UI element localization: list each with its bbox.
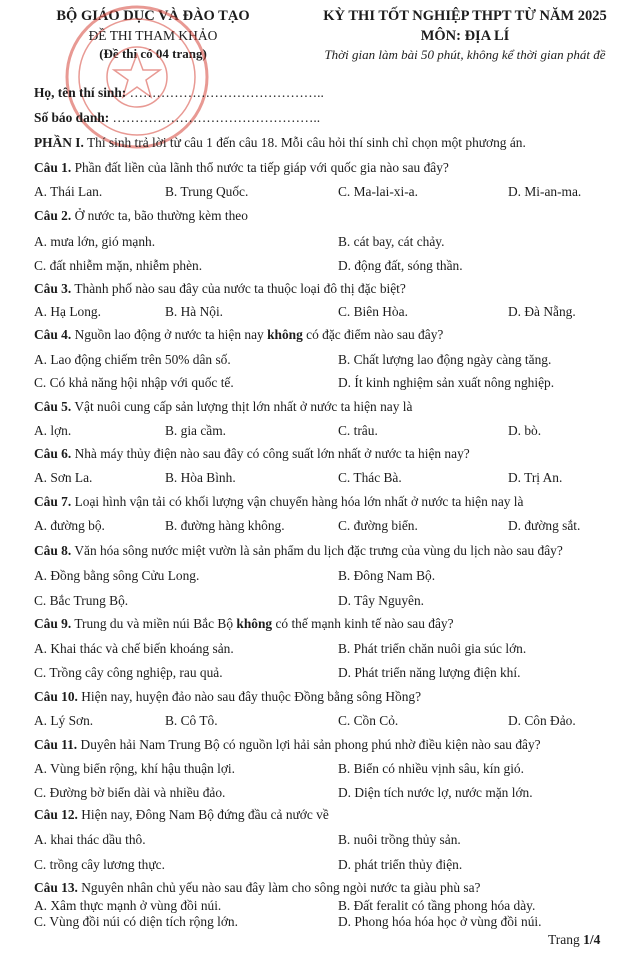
answer-option-d: D. động đất, sóng thần.: [338, 258, 463, 273]
answer-option-c: C. Trồng cây công nghiệp, rau quả.: [34, 665, 223, 680]
question-text: Hiện nay, huyện đảo nào sau đây thuộc Đồng bằng sông Hồng?: [77, 689, 422, 704]
answer-option-c: C. Biên Hòa.: [338, 304, 408, 319]
answer-option-b: B. đường hàng không.: [165, 518, 285, 533]
answer-option-d: D. Mi-an-ma.: [508, 184, 582, 199]
answer-option-b: B. Trung Quốc.: [165, 184, 249, 199]
question-stem: [34, 446, 470, 462]
question-stem: [34, 543, 563, 559]
page-count-note: (Đề thi có 04 trang): [99, 46, 207, 61]
exam-title: KỲ THI TỐT NGHIỆP THPT TỪ NĂM 2025: [323, 8, 607, 24]
answer-option-c: C. đường biển.: [338, 518, 418, 533]
answer-option-a: A. Hạ Long.: [34, 304, 101, 319]
question-label: Câu 2.: [34, 208, 72, 223]
candidate-name-label: Họ, tên thí sinh:: [34, 85, 127, 100]
question-emphasis: không: [236, 616, 273, 631]
question-label: Câu 13.: [34, 880, 78, 895]
question-text: Vật nuôi cung cấp sản lượng thịt lớn nhất ở nước ta hiện nay là: [71, 399, 413, 414]
question-label: Câu 9.: [34, 616, 72, 631]
question-text: Nguồn lao động ở nước ta hiện nay: [71, 327, 268, 342]
question-label: Câu 3.: [34, 281, 72, 296]
time-note: Thời gian làm bài 50 phút, không kể thời gian phát đề: [324, 47, 606, 62]
question-label: Câu 5.: [34, 399, 72, 414]
question-text: Ở nước ta, bão thường kèm theo: [71, 208, 248, 223]
answer-option-d: D. Tây Nguyên.: [338, 593, 425, 608]
page-prefix: Trang: [548, 932, 584, 947]
candidate-id-label: Số báo danh:: [34, 110, 110, 125]
answer-option-c: C. Vùng đồi núi có diện tích rộng lớn.: [34, 914, 238, 929]
question-text: Trung du và miền núi Bắc Bộ: [71, 616, 237, 631]
question-label: Câu 11.: [34, 737, 78, 752]
ministry-name: BỘ GIÁO DỤC VÀ ĐÀO TẠO: [56, 8, 250, 24]
question-text: Nhà máy thủy điện nào sau đây có công suất lớn nhất ở nước ta hiện nay?: [71, 446, 470, 461]
candidate-name-field: [34, 85, 324, 101]
answer-option-a: A. Lý Sơn.: [34, 713, 94, 728]
answer-option-a: A. Đồng bằng sông Cửu Long.: [34, 568, 200, 583]
question-text: Hiện nay, Đông Nam Bộ đứng đầu cả nước về: [77, 807, 329, 822]
page-footer: [548, 932, 600, 948]
official-stamp-icon: [62, 2, 212, 152]
question-label: Câu 1.: [34, 160, 72, 175]
question-label: Câu 4.: [34, 327, 72, 342]
answer-option-b: B. Đông Nam Bộ.: [338, 568, 436, 583]
answer-option-c: C. Bắc Trung Bộ.: [34, 593, 129, 608]
candidate-name-dots: ……………………………………..: [129, 85, 324, 100]
candidate-id-field: [34, 110, 320, 126]
question-text: Duyên hải Nam Trung Bộ có nguồn lợi hải sản phong phú nhờ điều kiện nào sau đây?: [77, 737, 541, 752]
question-text: Loại hình vận tải có khối lượng vận chuyển hàng hóa lớn nhất ở nước ta hiện nay là: [71, 494, 524, 509]
question-stem: [34, 737, 541, 753]
answer-option-b: B. Hà Nội.: [165, 304, 224, 319]
page-number: 1/4: [583, 932, 601, 947]
question-stem: [34, 399, 412, 415]
answer-option-d: D. Phát triển năng lượng điện khí.: [338, 665, 521, 680]
answer-option-d: D. Côn Đảo.: [508, 713, 576, 728]
answer-option-b: B. nuôi trồng thủy sản.: [338, 832, 461, 847]
answer-option-d: D. Phong hóa hóa học ở vùng đồi núi.: [338, 914, 542, 929]
answer-option-b: B. cát bay, cát chảy.: [338, 234, 445, 249]
answer-option-a: A. mưa lớn, gió mạnh.: [34, 234, 156, 249]
answer-option-b: B. Đất feralit có tầng phong hóa dày.: [338, 898, 536, 913]
candidate-id-dots: ………………………………………..: [112, 110, 321, 125]
question-stem: [34, 160, 449, 176]
answer-option-c: C. trâu.: [338, 423, 378, 438]
answer-option-c: C. Thác Bà.: [338, 470, 402, 485]
exam-type-label: ĐỀ THI THAM KHẢO: [88, 28, 218, 43]
answer-option-b: B. Biển có nhiều vịnh sâu, kín gió.: [338, 761, 524, 776]
answer-option-c: C. đất nhiễm mặn, nhiễm phèn.: [34, 258, 203, 273]
answer-option-a: A. Xâm thực mạnh ở vùng đồi núi.: [34, 898, 222, 913]
answer-option-d: D. Diện tích nước lợ, nước mặn lớn.: [338, 785, 533, 800]
answer-option-d: D. Trị An.: [508, 470, 563, 485]
answer-option-b: B. Hòa Bình.: [165, 470, 236, 485]
answer-option-d: D. đường sắt.: [508, 518, 581, 533]
answer-option-c: C. Ma-lai-xi-a.: [338, 184, 418, 199]
question-label: Câu 6.: [34, 446, 72, 461]
subject-title: MÔN: ĐỊA LÍ: [420, 28, 510, 44]
question-stem: [34, 616, 454, 632]
question-stem: [34, 208, 248, 224]
question-text: Văn hóa sông nước miệt vườn là sản phẩm du lịch đặc trưng của vùng du lịch nào sau đây?: [71, 543, 563, 558]
question-stem: [34, 807, 329, 823]
question-emphasis: không: [267, 327, 303, 342]
answer-option-a: A. khai thác dầu thô.: [34, 832, 146, 847]
question-text: Thành phố nào sau đây của nước ta thuộc loại đô thị đặc biệt?: [71, 281, 406, 296]
question-stem: [34, 689, 421, 705]
question-stem: [34, 327, 443, 343]
answer-option-c: C. trồng cây lương thực.: [34, 857, 165, 872]
answer-option-a: A. Vùng biển rộng, khí hậu thuận lợi.: [34, 761, 235, 776]
question-label: Câu 10.: [34, 689, 78, 704]
answer-option-a: A. Khai thác và chế biến khoáng sản.: [34, 641, 234, 656]
answer-option-c: C. Cồn Cỏ.: [338, 713, 399, 728]
answer-option-a: A. lợn.: [34, 423, 72, 438]
question-text-end: có thế mạnh kinh tế nào sau đây?: [272, 616, 454, 631]
answer-option-a: A. Lao động chiếm trên 50% dân số.: [34, 352, 231, 367]
question-stem: [34, 494, 523, 510]
question-text: Nguyên nhân chủ yếu nào sau đây làm cho sông ngòi nước ta giàu phù sa?: [77, 880, 481, 895]
answer-option-d: D. bò.: [508, 423, 542, 438]
answer-option-b: B. gia cầm.: [165, 423, 226, 438]
answer-option-b: B. Cô Tô.: [165, 713, 218, 728]
part1-instruction: [34, 135, 526, 151]
question-text: Phần đất liền của lãnh thổ nước ta tiếp giáp với quốc gia nào sau đây?: [71, 160, 449, 175]
question-label: Câu 12.: [34, 807, 78, 822]
answer-option-a: A. Sơn La.: [34, 470, 93, 485]
question-text-end: có đặc điểm nào sau đây?: [302, 327, 444, 342]
question-label: Câu 8.: [34, 543, 72, 558]
question-label: Câu 7.: [34, 494, 72, 509]
question-stem: [34, 880, 480, 896]
answer-option-c: C. Đường bờ biển dài và nhiều đảo.: [34, 785, 226, 800]
answer-option-d: D. phát triển thủy điện.: [338, 857, 463, 872]
answer-option-d: D. Đà Nẵng.: [508, 304, 576, 319]
answer-option-c: C. Có khả năng hội nhập với quốc tế.: [34, 375, 234, 390]
answer-option-d: D. Ít kinh nghiệm sản xuất nông nghiệp.: [338, 375, 555, 390]
answer-option-a: A. đường bộ.: [34, 518, 105, 533]
part1-label: PHẦN I.: [34, 135, 84, 150]
answer-option-b: B. Phát triển chăn nuôi gia súc lớn.: [338, 641, 527, 656]
answer-option-a: A. Thái Lan.: [34, 184, 103, 199]
answer-option-b: B. Chất lượng lao động ngày càng tăng.: [338, 352, 552, 367]
part1-text: Thí sinh trả lời từ câu 1 đến câu 18. Mỗi câu hỏi thí sinh chỉ chọn một phương án.: [83, 135, 526, 150]
question-stem: [34, 281, 406, 297]
